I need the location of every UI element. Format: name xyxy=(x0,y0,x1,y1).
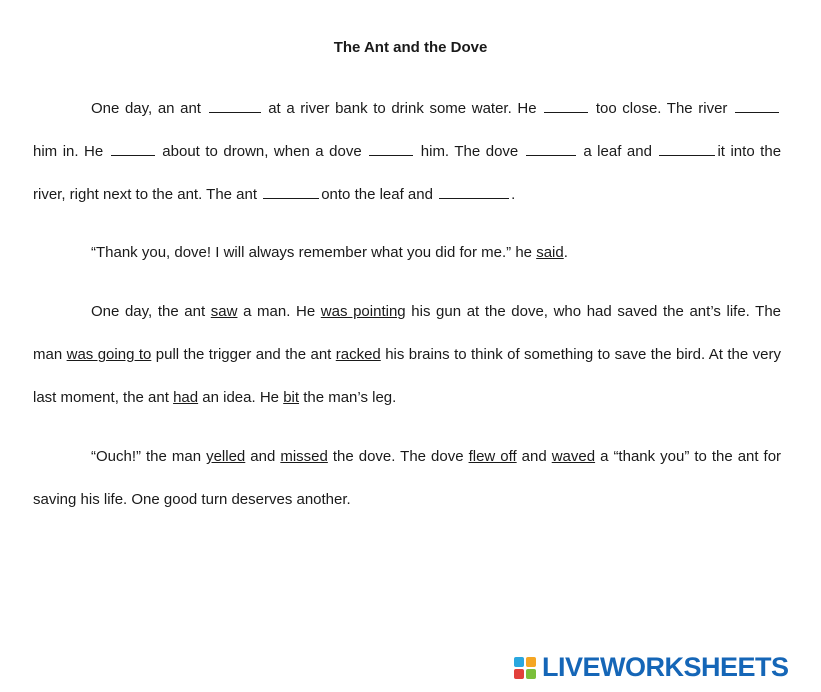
text-segment: and xyxy=(521,448,547,465)
paragraph-2 xyxy=(33,231,781,274)
blank-6[interactable] xyxy=(526,141,576,156)
text-segment: the dove. The dove xyxy=(332,448,464,465)
text-segment: the man’s leg. xyxy=(303,389,397,406)
text-segment: his brains to think of something to save the bird. At the very last moment, the ant xyxy=(33,346,781,406)
text-segment: an idea. He xyxy=(202,389,280,406)
underlined-word: waved xyxy=(551,448,596,465)
text-segment: One day, the ant xyxy=(91,303,206,320)
logo-tile-v xyxy=(514,669,524,679)
worksheet-title: The Ant and the Dove xyxy=(333,39,488,56)
text-segment: One day, an ant xyxy=(91,100,201,117)
blank-1[interactable] xyxy=(209,98,261,113)
underlined-word: was pointing xyxy=(320,303,406,320)
text-segment: “Thank you, dove! I will always remember what you did for me.” he xyxy=(91,244,533,261)
text-segment: onto the leaf and xyxy=(321,186,433,203)
blank-4[interactable] xyxy=(111,141,155,156)
underlined-word: missed xyxy=(280,448,328,465)
text-segment: pull the trigger and the ant xyxy=(155,346,332,363)
text-segment: and xyxy=(250,448,276,465)
paragraph-1 xyxy=(33,87,781,216)
underlined-word: said xyxy=(536,244,564,261)
blank-8[interactable] xyxy=(263,184,319,199)
text-segment: about to drown, when a dove xyxy=(162,143,362,160)
text-segment: a leaf and xyxy=(583,143,652,160)
logo-text: LIVEWORKSHEETS xyxy=(542,652,789,682)
liveworksheets-logo xyxy=(514,652,789,683)
text-segment: . xyxy=(563,244,568,261)
logo-tile-l xyxy=(514,657,524,667)
blank-2[interactable] xyxy=(544,98,588,113)
text-segment: him. The dove xyxy=(420,143,519,160)
logo-tile-e xyxy=(526,669,536,679)
text-segment: “Ouch!” the man xyxy=(91,448,202,465)
text-segment: . xyxy=(511,186,516,203)
text-segment: his gun at the dove, who had saved the ant’s life. The man xyxy=(33,303,782,363)
text-segment: a “thank you” to the ant for saving his life. One good turn deserves another. xyxy=(33,448,782,508)
blank-5[interactable] xyxy=(369,141,413,156)
underlined-word: was going to xyxy=(66,346,152,363)
underlined-word: flew off xyxy=(468,448,517,465)
blank-7[interactable] xyxy=(659,141,715,156)
underlined-word: saw xyxy=(210,303,238,320)
text-segment: him in. He xyxy=(33,143,104,160)
blank-9[interactable] xyxy=(439,184,509,199)
blank-3[interactable] xyxy=(735,98,779,113)
text-segment: too close. The river xyxy=(595,100,728,117)
underlined-word: racked xyxy=(335,346,381,363)
underlined-word: had xyxy=(173,389,199,406)
underlined-word: bit xyxy=(283,389,300,406)
text-segment: a man. He xyxy=(243,303,316,320)
logo-mark-icon xyxy=(514,657,536,679)
paragraph-3 xyxy=(33,290,781,419)
underlined-word: yelled xyxy=(206,448,246,465)
text-segment: it into the river, right next to the ant. The ant xyxy=(33,143,782,203)
logo-tile-i xyxy=(526,657,536,667)
paragraph-4 xyxy=(33,435,781,521)
text-segment: at a river bank to drink some water. He xyxy=(268,100,537,117)
